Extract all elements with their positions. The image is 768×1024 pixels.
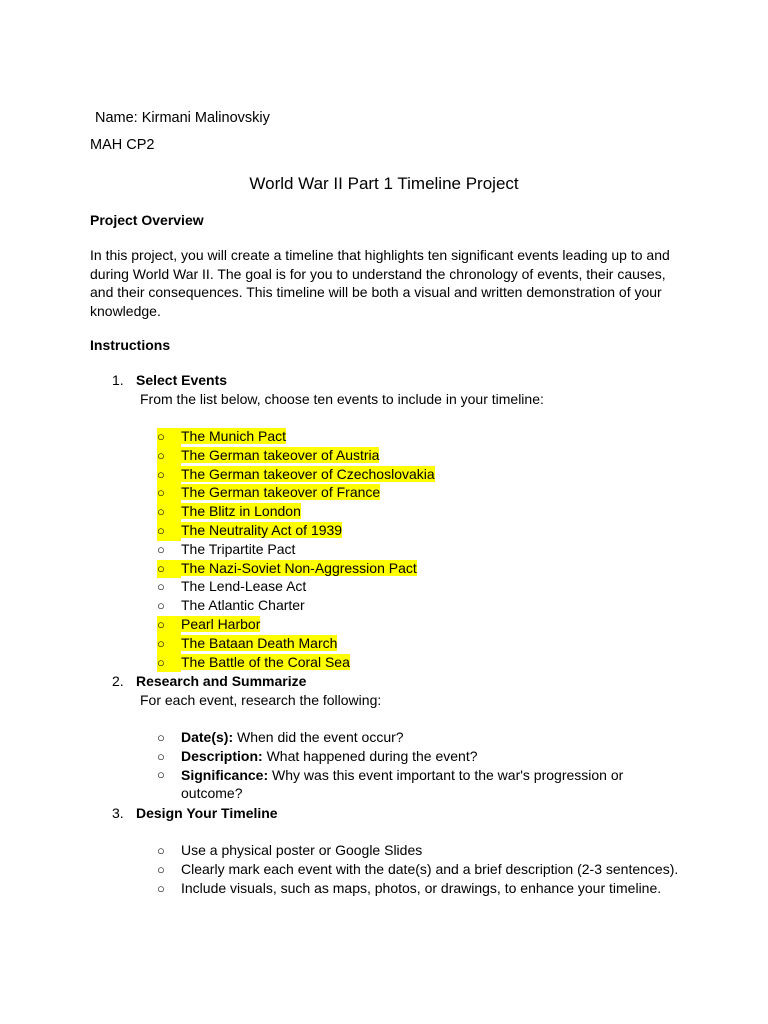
event-item — [157, 427, 435, 446]
circle-bullet-icon: ○ — [157, 635, 181, 654]
event-label: Pearl Harbor — [181, 615, 261, 632]
item-label: Description: — [181, 747, 263, 764]
event-label: The Munich Pact — [181, 428, 287, 444]
overview-paragraph: In this project, you will create a timeline that highlights ten significant events leading up to and during World War II. The goal is for you to understand the chronology of events, their causes, and their consequences. This timeline will be both a visual and written demonstration of your knowledge. — [90, 247, 670, 319]
event-item — [157, 521, 435, 540]
event-label: The Atlantic Charter — [181, 597, 305, 614]
event-item — [157, 540, 435, 559]
event-item — [157, 483, 435, 502]
list-item — [157, 879, 678, 898]
design-list — [157, 841, 678, 897]
circle-bullet-icon: ○ — [157, 541, 165, 557]
item-label: Significance: — [181, 766, 269, 783]
event-item — [157, 596, 435, 615]
circle-bullet-icon: ○ — [157, 428, 181, 447]
step-description: For each event, research the following: — [140, 692, 382, 708]
overview-heading: Project Overview — [90, 212, 204, 228]
list-item — [157, 728, 651, 747]
event-item — [157, 502, 435, 521]
event-item — [157, 559, 435, 578]
event-label: The Nazi-Soviet Non-Aggression Pact — [181, 559, 417, 576]
event-label: The Neutrality Act of 1939 — [181, 521, 343, 538]
item-text: Why was this event important to the war's progression or outcome? — [181, 766, 624, 802]
item-text: Clearly mark each event with the date(s) and a brief description (2-3 sentences). — [181, 860, 679, 877]
student-name: Name: Kirmani Malinovskiy — [95, 110, 270, 126]
list-item — [157, 747, 651, 766]
circle-bullet-icon: ○ — [157, 861, 165, 877]
event-list — [157, 427, 435, 671]
circle-bullet-icon: ○ — [157, 560, 181, 579]
circle-bullet-icon: ○ — [157, 484, 181, 503]
circle-bullet-icon: ○ — [157, 766, 165, 782]
event-item — [157, 465, 435, 484]
page-title: World War II Part 1 Timeline Project — [249, 174, 519, 193]
step-number: 1. — [112, 372, 124, 388]
list-item — [157, 841, 678, 860]
event-label: The Battle of the Coral Sea — [181, 653, 350, 670]
instructions-heading: Instructions — [90, 337, 171, 353]
circle-bullet-icon: ○ — [157, 447, 181, 466]
item-text: Include visuals, such as maps, photos, or drawings, to enhance your timeline. — [181, 879, 662, 896]
circle-bullet-icon: ○ — [157, 880, 165, 896]
item-text: Use a physical poster or Google Slides — [181, 842, 423, 858]
step-number: 3. — [112, 805, 124, 821]
circle-bullet-icon: ○ — [157, 579, 165, 595]
circle-bullet-icon: ○ — [157, 522, 181, 541]
event-item — [157, 615, 435, 634]
step-title-select-events: Select Events — [136, 372, 228, 388]
circle-bullet-icon: ○ — [157, 748, 165, 764]
item-text: When did the event occur? — [233, 729, 404, 745]
event-label: The Lend-Lease Act — [181, 578, 307, 595]
class-name: MAH CP2 — [90, 137, 155, 153]
event-label: The Tripartite Pact — [181, 540, 296, 557]
circle-bullet-icon: ○ — [157, 598, 165, 614]
event-item — [157, 634, 435, 653]
circle-bullet-icon: ○ — [157, 616, 181, 635]
circle-bullet-icon: ○ — [157, 466, 181, 485]
circle-bullet-icon: ○ — [157, 503, 181, 522]
circle-bullet-icon: ○ — [157, 843, 165, 858]
circle-bullet-icon: ○ — [157, 730, 165, 745]
step-title-design: Design Your Timeline — [136, 805, 278, 821]
research-list — [157, 728, 651, 803]
step-title-research: Research and Summarize — [136, 673, 307, 689]
item-label: Date(s): — [181, 729, 234, 745]
event-item — [157, 577, 435, 596]
list-item — [157, 766, 651, 804]
event-label: The German takeover of Austria — [181, 446, 380, 463]
item-text: What happened during the event? — [262, 747, 478, 764]
circle-bullet-icon: ○ — [157, 654, 181, 673]
event-label: The German takeover of France — [181, 484, 381, 501]
event-label: The German takeover of Czechoslovakia — [181, 465, 435, 482]
step-number: 2. — [112, 673, 124, 689]
event-label: The Bataan Death March — [181, 634, 338, 651]
event-label: The Blitz in London — [181, 503, 301, 520]
list-item — [157, 860, 678, 879]
step-description: From the list below, choose ten events to include in your timeline: — [140, 391, 544, 407]
event-item — [157, 446, 435, 465]
event-item — [157, 653, 435, 672]
